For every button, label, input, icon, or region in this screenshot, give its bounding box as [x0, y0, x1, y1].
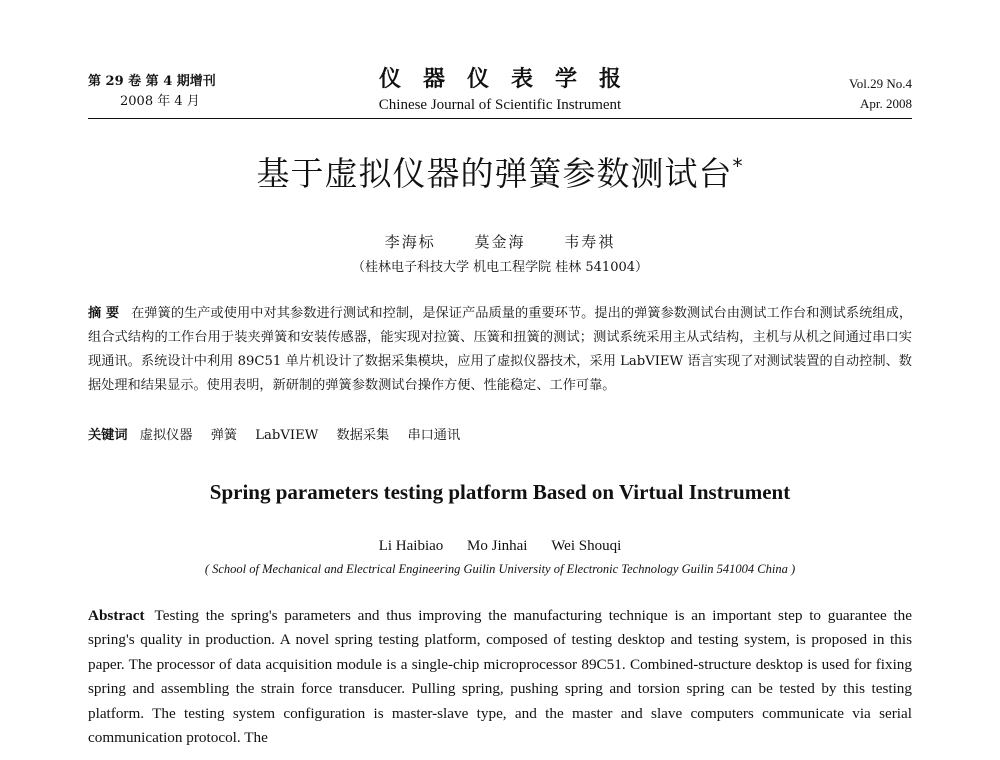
abstract-cn-label: 摘 要: [88, 306, 120, 321]
keyword-cn-2: 弹簧: [210, 428, 238, 443]
issue-date-en: Apr. 2008: [860, 96, 912, 111]
keyword-cn-1: 虚拟仪器: [139, 428, 193, 443]
author-en-3: Wei Shouqi: [551, 538, 622, 554]
abstract-en-text: Testing the spring's parameters and thus improving the manufacturing technique is an important step to guarantee the spring's quality in production. A novel spring testing platform, composed of testing desktop and testing system, is proposed in this paper. The processor of data acquisition module is a single-chip microprocessor 89C51. Combined-structure desktop is used for fixing spring and assembling the strain force transducer. Pulling spring, pushing spring and torsion spring can be tested by this testing platform. The testing system configuration is master-slave type, and the master and slave computers communicate via serial communication protocol. The: [88, 607, 912, 747]
paper-title-en: Spring parameters testing platform Based on Virtual Instrument: [209, 480, 791, 504]
abstract-en-label: Abstract: [88, 607, 145, 624]
keywords-cn-label: 关键词: [88, 428, 128, 443]
author-cn-2: 莫金海: [474, 233, 526, 251]
authors-cn: [0, 231, 1000, 252]
author-cn-1: 李海标: [384, 233, 436, 251]
paper-title-cn: [0, 148, 1000, 195]
authors-en: [0, 538, 1000, 555]
abstract-en: [88, 604, 912, 750]
author-en-1: Li Haibiao: [378, 538, 444, 554]
volume-issue: 第 29 卷 第 4 期增刊: [88, 74, 216, 89]
abstract-cn: [88, 302, 912, 398]
journal-name-cn: 仪器仪表学报: [378, 66, 643, 92]
keyword-cn-3: LabVIEW: [255, 428, 319, 443]
volume-number-en: Vol.29 No.4: [849, 76, 912, 91]
keyword-cn-5: 串口通讯: [407, 428, 461, 443]
journal-name-en: Chinese Journal of Scientific Instrument: [378, 97, 622, 113]
keyword-cn-4: 数据采集: [336, 428, 390, 443]
volume-info-en: [849, 74, 912, 114]
title-footnote-mark: *: [732, 154, 744, 178]
affiliation-cn: （桂林电子科技大学 机电工程学院 桂林 541004）: [351, 260, 649, 275]
paper-title-cn-text: 基于虚拟仪器的弹簧参数测试台: [256, 154, 733, 193]
journal-name: [88, 62, 912, 114]
abstract-cn-text: 在弹簧的生产或使用中对其参数进行测试和控制，是保证产品质量的重要环节。提出的弹簧参数测试台由测试工作台和测试系统组成，组合式结构的工作台用于装夹弹簧和安装传感器，能实现对拉簧、压簧和扭簧的测试；测试系统采用主从式结构，主机与从机之间通过串口实现通讯。系统设计中利用 89C51 单片机设计了数据采集模块，应用了虚拟仪器技术，采用 LabVIEW 语言实现了对测试装置的自动控制、数据处理和结果显示。使用表明，新研制的弹簧参数测试台操作方便、性能稳定、工作可靠。: [88, 306, 913, 393]
running-header: [88, 62, 912, 118]
keywords-cn: [88, 424, 912, 448]
affiliation-en: ( School of Mechanical and Electrical Engineering Guilin University of Electronic Technology Guilin 541004 China ): [204, 562, 796, 576]
header-rule: [88, 118, 912, 119]
author-cn-3: 韦寿祺: [564, 233, 616, 251]
issue-date: 2008 年 4 月: [120, 94, 200, 109]
author-en-2: Mo Jinhai: [467, 538, 528, 554]
